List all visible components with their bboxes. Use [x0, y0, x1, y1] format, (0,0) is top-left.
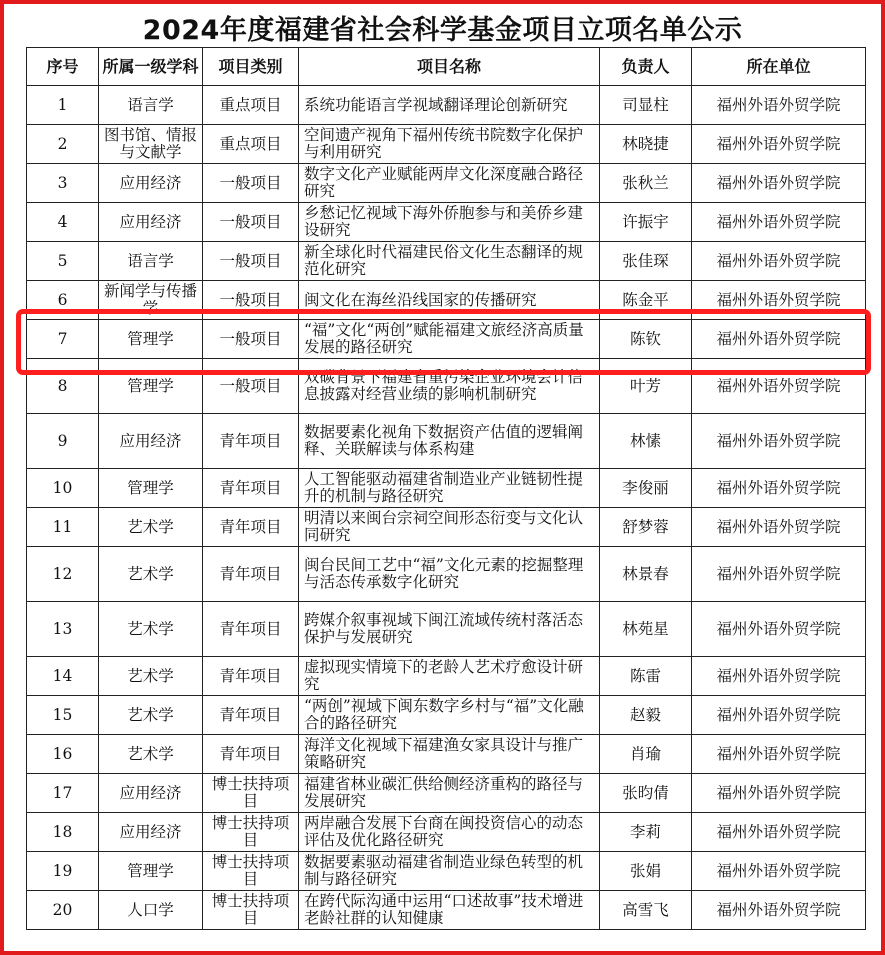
cell-leader: 赵毅 [600, 696, 692, 735]
cell-subject: 应用经济 [99, 414, 203, 469]
cell-unit: 福州外语外贸学院 [692, 469, 866, 508]
header-row [27, 48, 866, 86]
cell-project-name: 福建省林业碳汇供给侧经济重构的路径与发展研究 [299, 774, 600, 813]
table-row [27, 813, 866, 852]
cell-no: 9 [27, 414, 99, 469]
cell-leader: 张佳琛 [600, 242, 692, 281]
cell-no: 2 [27, 125, 99, 164]
cell-unit: 福州外语外贸学院 [692, 414, 866, 469]
header-category: 项目类别 [203, 48, 299, 86]
cell-leader: 陈金平 [600, 281, 692, 320]
table-row [27, 774, 866, 813]
cell-no: 3 [27, 164, 99, 203]
table-row [27, 657, 866, 696]
cell-leader: 张娟 [600, 852, 692, 891]
cell-category: 一般项目 [203, 320, 299, 359]
cell-no: 19 [27, 852, 99, 891]
cell-category: 一般项目 [203, 164, 299, 203]
table-row [27, 891, 866, 930]
cell-leader: 陈雷 [600, 657, 692, 696]
cell-leader: 张秋兰 [600, 164, 692, 203]
cell-project-name: 新全球化时代福建民俗文化生态翻译的规范化研究 [299, 242, 600, 281]
cell-project-name: 乡愁记忆视域下海外侨胞参与和美侨乡建设研究 [299, 203, 600, 242]
cell-leader: 叶芳 [600, 359, 692, 414]
table-row [27, 696, 866, 735]
cell-unit: 福州外语外贸学院 [692, 242, 866, 281]
header-no: 序号 [27, 48, 99, 86]
table-row [27, 242, 866, 281]
cell-project-name: 数据要素驱动福建省制造业绿色转型的机制与路径研究 [299, 852, 600, 891]
cell-subject: 管理学 [99, 469, 203, 508]
cell-category: 青年项目 [203, 696, 299, 735]
table-row [27, 281, 866, 320]
cell-unit: 福州外语外贸学院 [692, 657, 866, 696]
cell-leader: 李俊丽 [600, 469, 692, 508]
cell-leader: 李莉 [600, 813, 692, 852]
cell-no: 14 [27, 657, 99, 696]
cell-unit: 福州外语外贸学院 [692, 813, 866, 852]
cell-unit: 福州外语外贸学院 [692, 774, 866, 813]
cell-category: 一般项目 [203, 203, 299, 242]
cell-subject: 图书馆、情报与文献学 [99, 125, 203, 164]
cell-leader: 舒梦蓉 [600, 508, 692, 547]
cell-subject: 语言学 [99, 86, 203, 125]
table-row [27, 359, 866, 414]
cell-leader: 林苑星 [600, 602, 692, 657]
page-title: 2024年度福建省社会科学基金项目立项名单公示 [142, 15, 743, 46]
header-name: 项目名称 [299, 48, 600, 86]
cell-category: 重点项目 [203, 125, 299, 164]
cell-category: 青年项目 [203, 657, 299, 696]
table-row [27, 602, 866, 657]
cell-no: 5 [27, 242, 99, 281]
table-row [27, 547, 866, 602]
cell-leader: 许振宇 [600, 203, 692, 242]
cell-subject: 管理学 [99, 359, 203, 414]
cell-project-name: 闽台民间工艺中“福”文化元素的挖掘整理与活态传承数字化研究 [299, 547, 600, 602]
table-row [27, 469, 866, 508]
cell-project-name: 两岸融合发展下台商在闽投资信心的动态评估及优化路径研究 [299, 813, 600, 852]
cell-subject: 新闻学与传播学 [99, 281, 203, 320]
cell-category: 青年项目 [203, 602, 299, 657]
table-row [27, 852, 866, 891]
cell-project-name: 明清以来闽台宗祠空间形态衍变与文化认同研究 [299, 508, 600, 547]
cell-subject: 管理学 [99, 852, 203, 891]
cell-unit: 福州外语外贸学院 [692, 86, 866, 125]
cell-subject: 语言学 [99, 242, 203, 281]
cell-unit: 福州外语外贸学院 [692, 891, 866, 930]
cell-no: 7 [27, 320, 99, 359]
table-row [27, 735, 866, 774]
cell-category: 重点项目 [203, 86, 299, 125]
cell-unit: 福州外语外贸学院 [692, 735, 866, 774]
cell-unit: 福州外语外贸学院 [692, 602, 866, 657]
cell-subject: 应用经济 [99, 774, 203, 813]
cell-subject: 艺术学 [99, 508, 203, 547]
cell-unit: 福州外语外贸学院 [692, 164, 866, 203]
cell-unit: 福州外语外贸学院 [692, 359, 866, 414]
cell-project-name: 在跨代际沟通中运用“口述故事”技术增进老龄社群的认知健康 [299, 891, 600, 930]
cell-no: 18 [27, 813, 99, 852]
project-table [26, 47, 866, 930]
cell-subject: 应用经济 [99, 164, 203, 203]
table-row [27, 320, 866, 359]
header-leader: 负责人 [600, 48, 692, 86]
cell-category: 青年项目 [203, 735, 299, 774]
cell-leader: 司显柱 [600, 86, 692, 125]
cell-no: 16 [27, 735, 99, 774]
cell-project-name: 数字文化产业赋能两岸文化深度融合路径研究 [299, 164, 600, 203]
cell-no: 13 [27, 602, 99, 657]
cell-unit: 福州外语外贸学院 [692, 696, 866, 735]
cell-leader: 林愫 [600, 414, 692, 469]
cell-category: 青年项目 [203, 547, 299, 602]
cell-unit: 福州外语外贸学院 [692, 508, 866, 547]
cell-no: 17 [27, 774, 99, 813]
table-row [27, 125, 866, 164]
cell-no: 11 [27, 508, 99, 547]
cell-project-name: 数据要素化视角下数据资产估值的逻辑阐释、关联解读与体系构建 [299, 414, 600, 469]
cell-unit: 福州外语外贸学院 [692, 547, 866, 602]
cell-project-name: 双碳背景下福建省重污染企业环境会计信息披露对经营业绩的影响机制研究 [299, 359, 600, 414]
cell-category: 一般项目 [203, 242, 299, 281]
cell-leader: 张昀倩 [600, 774, 692, 813]
table-row [27, 414, 866, 469]
cell-subject: 应用经济 [99, 203, 203, 242]
header-unit: 所在单位 [692, 48, 866, 86]
cell-unit: 福州外语外贸学院 [692, 281, 866, 320]
cell-leader: 林景春 [600, 547, 692, 602]
cell-project-name: 闽文化在海丝沿线国家的传播研究 [299, 281, 600, 320]
cell-no: 6 [27, 281, 99, 320]
cell-subject: 人口学 [99, 891, 203, 930]
cell-unit: 福州外语外贸学院 [692, 125, 866, 164]
cell-no: 10 [27, 469, 99, 508]
cell-subject: 艺术学 [99, 657, 203, 696]
cell-project-name: “两创”视域下闽东数字乡村与“福”文化融合的路径研究 [299, 696, 600, 735]
cell-subject: 艺术学 [99, 696, 203, 735]
header-subject: 所属一级学科 [99, 48, 203, 86]
cell-no: 4 [27, 203, 99, 242]
cell-category: 一般项目 [203, 281, 299, 320]
cell-no: 1 [27, 86, 99, 125]
cell-category: 青年项目 [203, 469, 299, 508]
cell-leader: 高雪飞 [600, 891, 692, 930]
cell-unit: 福州外语外贸学院 [692, 203, 866, 242]
cell-subject: 应用经济 [99, 813, 203, 852]
table-row [27, 164, 866, 203]
cell-category: 博士扶持项目 [203, 852, 299, 891]
cell-project-name: 海洋文化视域下福建渔女家具设计与推广策略研究 [299, 735, 600, 774]
cell-leader: 肖瑜 [600, 735, 692, 774]
cell-category: 博士扶持项目 [203, 891, 299, 930]
cell-project-name: 系统功能语言学视域翻译理论创新研究 [299, 86, 600, 125]
cell-leader: 林晓捷 [600, 125, 692, 164]
cell-project-name: “福”文化“两创”赋能福建文旅经济高质量发展的路径研究 [299, 320, 600, 359]
cell-category: 博士扶持项目 [203, 813, 299, 852]
cell-project-name: 人工智能驱动福建省制造业产业链韧性提升的机制与路径研究 [299, 469, 600, 508]
cell-unit: 福州外语外贸学院 [692, 852, 866, 891]
cell-category: 青年项目 [203, 508, 299, 547]
cell-no: 8 [27, 359, 99, 414]
cell-subject: 艺术学 [99, 602, 203, 657]
cell-no: 15 [27, 696, 99, 735]
cell-no: 20 [27, 891, 99, 930]
table-row [27, 203, 866, 242]
cell-category: 博士扶持项目 [203, 774, 299, 813]
cell-project-name: 跨媒介叙事视域下闽江流域传统村落活态保护与发展研究 [299, 602, 600, 657]
cell-subject: 艺术学 [99, 735, 203, 774]
cell-leader: 陈钦 [600, 320, 692, 359]
table-row [27, 86, 866, 125]
cell-project-name: 空间遗产视角下福州传统书院数字化保护与利用研究 [299, 125, 600, 164]
table-row [27, 508, 866, 547]
cell-project-name: 虚拟现实情境下的老龄人艺术疗愈设计研究 [299, 657, 600, 696]
cell-subject: 管理学 [99, 320, 203, 359]
cell-category: 青年项目 [203, 414, 299, 469]
cell-subject: 艺术学 [99, 547, 203, 602]
cell-unit: 福州外语外贸学院 [692, 320, 866, 359]
cell-no: 12 [27, 547, 99, 602]
cell-category: 一般项目 [203, 359, 299, 414]
